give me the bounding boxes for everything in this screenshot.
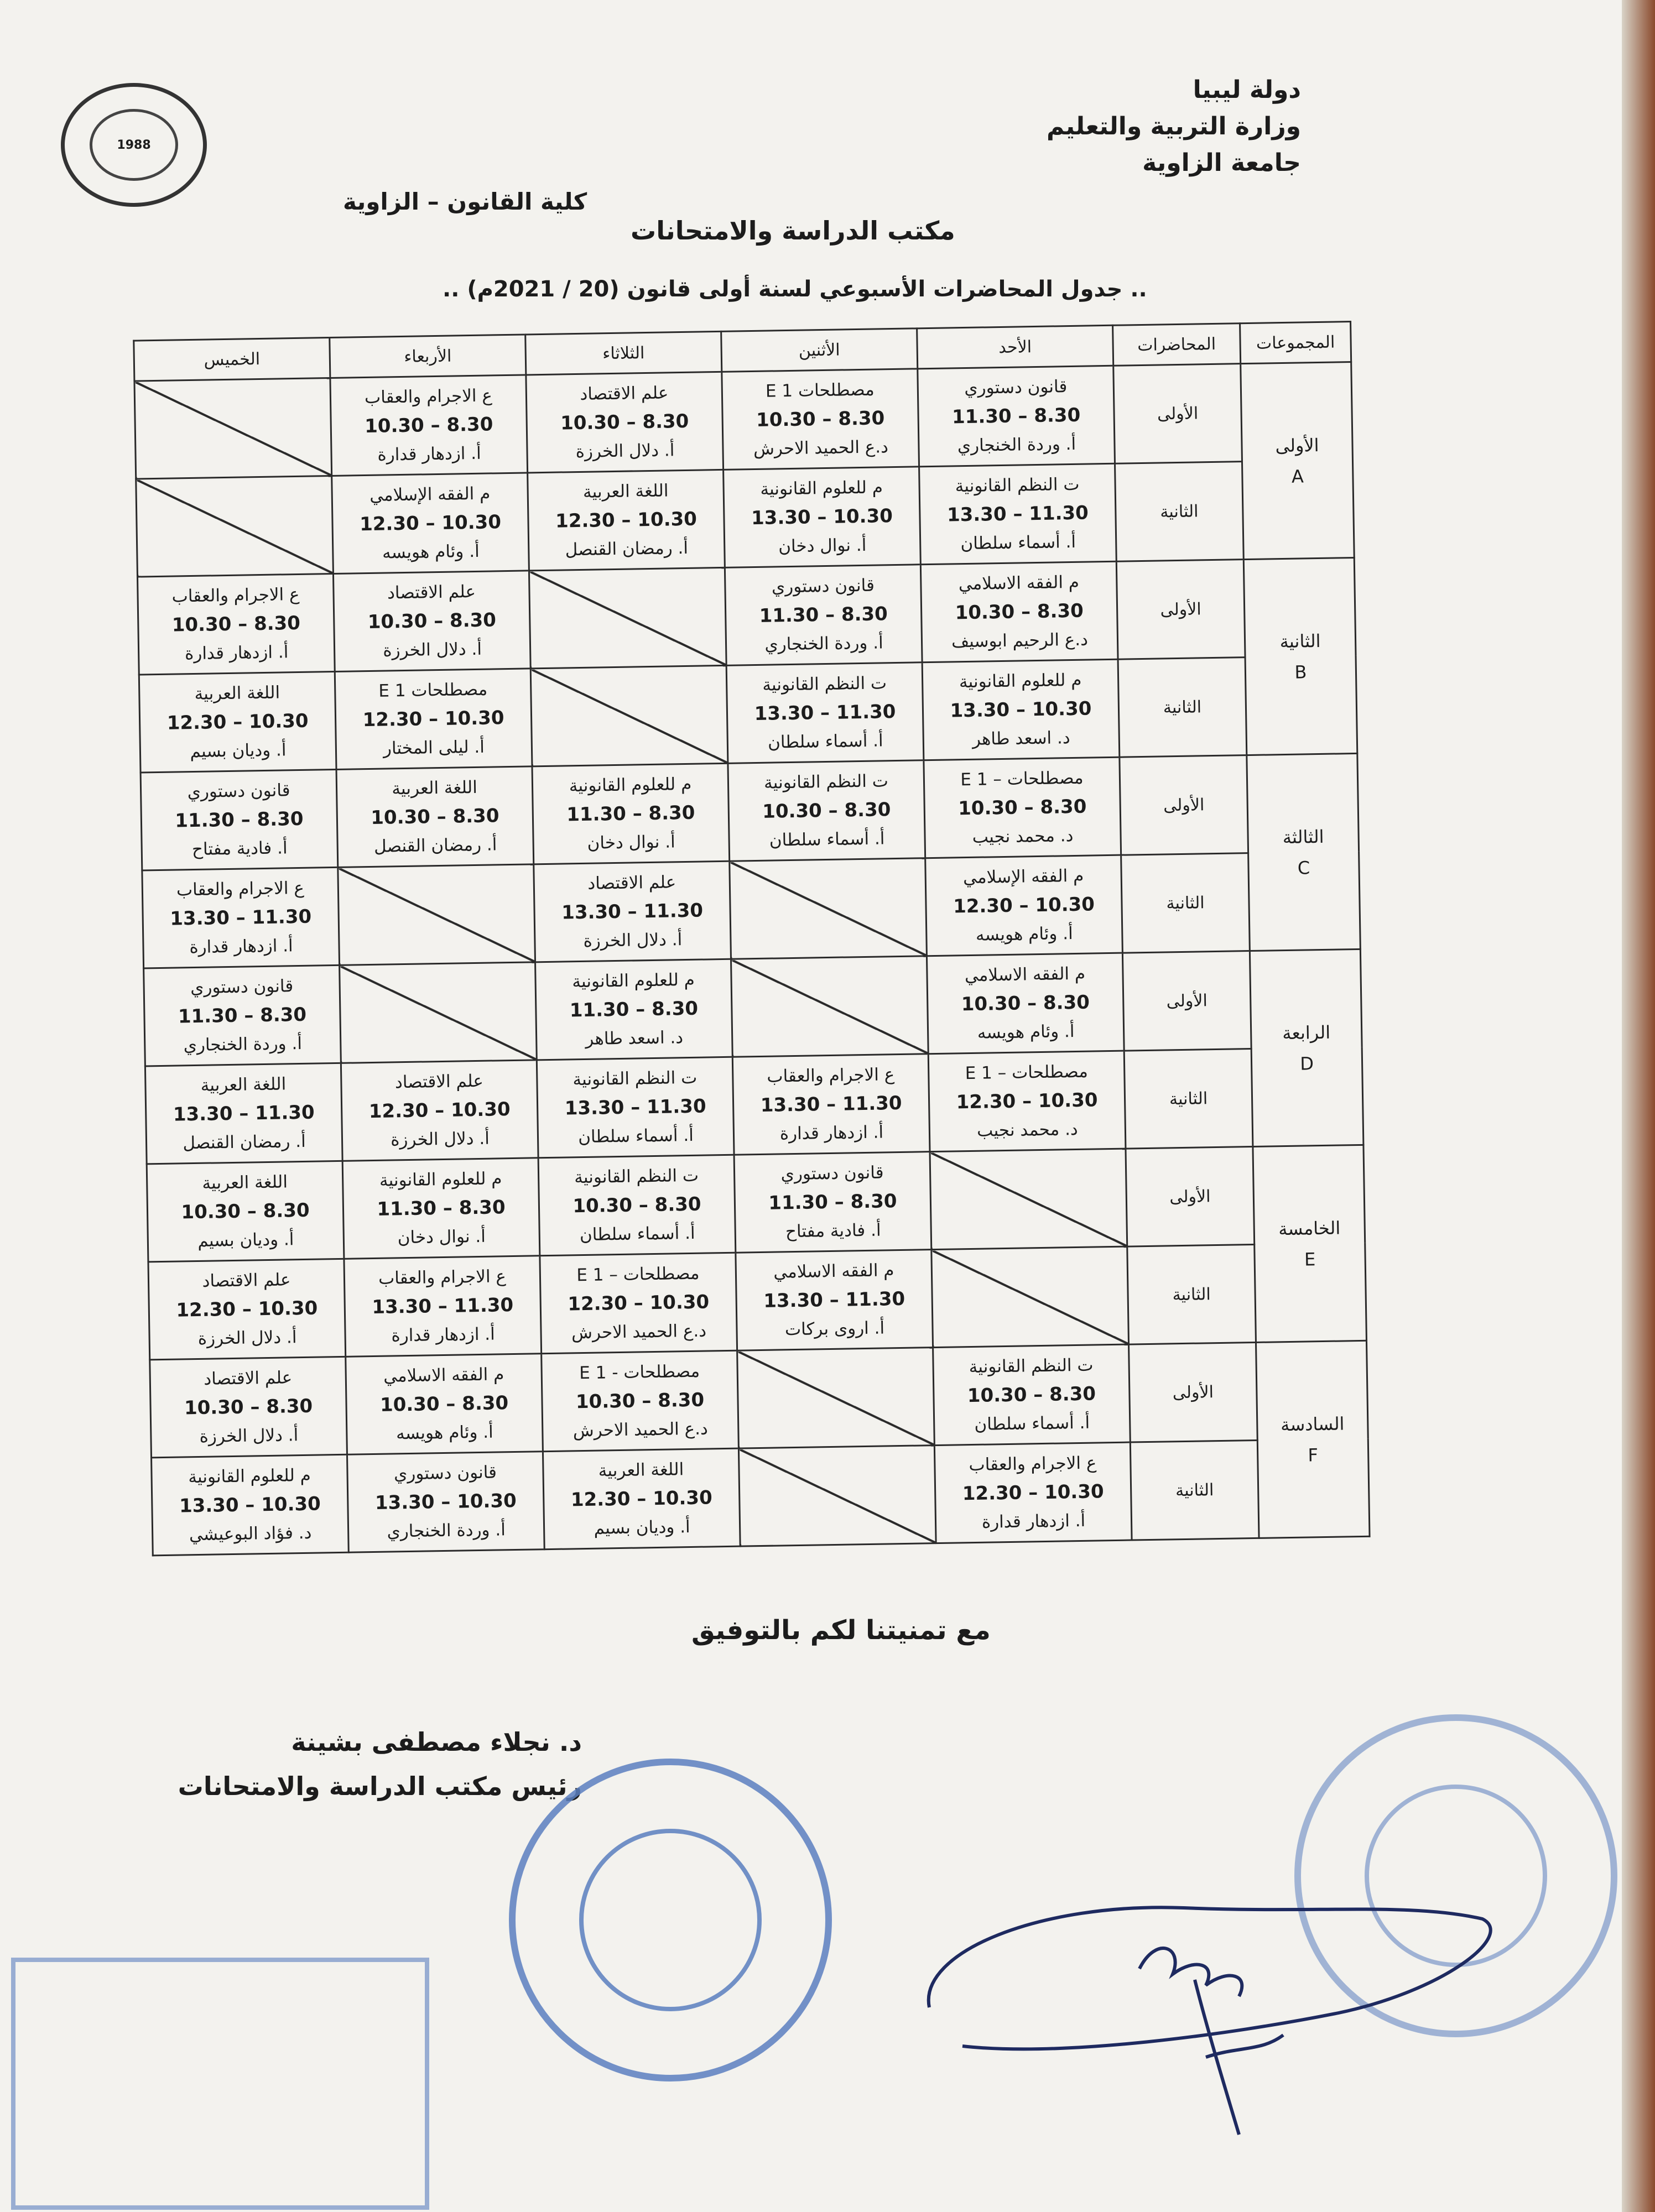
lecture-instructor: أ. دلال الخرزة <box>199 1425 299 1447</box>
subgroup-label: الأولى <box>1113 364 1242 464</box>
empty-slot <box>931 1246 1129 1348</box>
lecture-subject: م للعلوم القانونية <box>760 477 883 499</box>
signer-name: د. نجلاء مصطفى بشينة <box>291 1727 582 1757</box>
lecture-subject: اللغة العربية <box>582 481 669 502</box>
lecture-cell <box>138 573 335 675</box>
lecture-subject: ت النظم القانونية <box>955 474 1080 497</box>
lecture-cell <box>933 1344 1131 1446</box>
subgroup-label: الثانية <box>1124 1049 1253 1149</box>
subgroup-label: الثانية <box>1127 1244 1256 1344</box>
empty-slot <box>338 864 535 966</box>
state-name: دولة ليبيا <box>1193 76 1301 104</box>
lecture-subject: ع الاجرام والعقاب <box>176 878 305 900</box>
lecture-time: 8.30 – 10.30 <box>371 805 499 829</box>
lecture-subject: علم الاقتصاد <box>394 1071 484 1093</box>
lecture-instructor: أ. رمضان القنصل <box>373 834 497 857</box>
lecture-instructor: أ. فادية مفتاح <box>785 1220 881 1242</box>
lecture-cell <box>526 372 724 473</box>
empty-slot <box>529 567 726 669</box>
table-row <box>152 1438 1370 1556</box>
lecture-instructor: أ. نوال دخان <box>587 832 675 853</box>
lecture-subject: م للعلوم القانونية <box>379 1168 502 1191</box>
lecture-instructor: أ. وئام هويسه <box>382 541 480 563</box>
lecture-subject: م الفقه الإسلامي <box>962 865 1084 888</box>
lecture-subject: مصطلحات - E 1 <box>579 1361 700 1384</box>
lecture-cell <box>139 671 336 773</box>
lecture-subject: ع الاجرام والعقاب <box>767 1065 895 1087</box>
day-header: الأحد <box>917 325 1113 369</box>
lecture-time: 10.30 – 12.30 <box>962 1480 1104 1505</box>
logo-emblem <box>90 109 178 181</box>
lecture-cell <box>150 1357 347 1458</box>
faculty-name: كلية القانون – الزاوية <box>343 188 587 215</box>
lecture-cell <box>538 1155 736 1256</box>
lecture-instructor: أ. رمضان القنصل <box>565 538 689 560</box>
empty-slot <box>737 1348 935 1449</box>
lecture-subject: اللغة العربية <box>598 1459 684 1481</box>
lecture-instructor: د. فؤاد البوعيشي <box>189 1522 312 1545</box>
lecture-subject: ت النظم القانونية <box>573 1067 698 1090</box>
lecture-cell <box>148 1259 346 1360</box>
stamp-emblem <box>579 1829 762 2011</box>
schedule-table <box>133 321 1370 1556</box>
table-title: .. جدول المحاضرات الأسبوعي لسنة أولى قانون (20 / 2021م) .. <box>443 276 1147 302</box>
lecture-instructor: أ. أسماء سلطان <box>769 828 885 851</box>
subgroup-label: الأولى <box>1120 755 1248 855</box>
lecture-subject: قانون دستوري <box>187 780 290 802</box>
dean-stamp <box>509 1759 832 2081</box>
lecture-instructor: أ. ازدهار قدارة <box>981 1510 1086 1532</box>
lecture-time: 10.30 – 12.30 <box>568 1291 710 1316</box>
signature-block <box>178 1720 582 1808</box>
lecture-subject: مصطلحات E 1 <box>378 679 488 701</box>
lecture-instructor: أ. فادية مفتاح <box>191 838 288 860</box>
ministry-name: وزارة التربية والتعليم <box>1047 112 1301 140</box>
lecture-instructor: أ. رمضان القنصل <box>183 1131 306 1154</box>
lecture-subject: قانون دستوري <box>964 377 1068 399</box>
lecture-instructor: أ. أسماء سلطان <box>767 731 883 753</box>
lecture-time: 8.30 – 10.30 <box>967 1383 1096 1407</box>
lecture-cell <box>934 1442 1132 1543</box>
lecture-time: 11.30 – 13.30 <box>564 1095 706 1120</box>
lecture-subject: م الفقه الإسلامي <box>369 483 491 505</box>
lecture-instructor: أ. وئام هويسه <box>977 1021 1075 1043</box>
table-row <box>134 362 1353 479</box>
lecture-subject: م للعلوم القانونية <box>572 969 695 992</box>
lecture-cell <box>528 469 725 571</box>
lecture-subject: م الفقه الاسلامي <box>383 1364 504 1386</box>
lecture-time: 11.30 – 13.30 <box>372 1294 514 1319</box>
subgroup-label: الأولى <box>1122 951 1251 1051</box>
lecture-cell <box>344 1256 542 1357</box>
lecture-time: 10.30 – 12.30 <box>176 1297 318 1322</box>
lecture-time: 11.30 – 13.30 <box>170 905 312 930</box>
lecture-cell <box>532 763 730 864</box>
lecture-subject: علم الاقتصاد <box>580 383 669 404</box>
lecture-instructor: أ. دلال الخرزة <box>390 1128 490 1150</box>
lecture-cell <box>542 1350 739 1452</box>
lecture-cell <box>918 366 1115 467</box>
table-row <box>140 753 1359 870</box>
day-header: الأربعاء <box>330 335 526 378</box>
lecture-instructor: أ. دلال الخرزة <box>197 1327 297 1349</box>
lecture-subject: علم الاقتصاد <box>202 1270 291 1291</box>
lecture-instructor: أ. وديان بسيم <box>594 1517 690 1538</box>
lecture-instructor: أ. دلال الخرزة <box>583 930 683 951</box>
subgroup-label: الثانية <box>1130 1440 1259 1540</box>
lecture-subject: علم الاقتصاد <box>587 872 676 894</box>
lecture-subject: ت النظم القانونية <box>763 771 889 793</box>
signer-title: رئيس مكتب الدراسة والامتحانات <box>178 1771 582 1801</box>
lecture-instructor: أ. وردة الخنجاري <box>183 1033 303 1056</box>
lecture-instructor: د. محمد نجيب <box>976 1119 1078 1141</box>
empty-slot <box>730 858 927 959</box>
lecture-subject: م للعلوم القانونية <box>569 774 692 796</box>
lecture-instructor: أ. نوال دخان <box>397 1226 486 1248</box>
lecture-cell <box>540 1253 737 1354</box>
lecture-subject: مصطلحات – E 1 <box>965 1061 1089 1084</box>
lecture-time: 11.30 – 13.30 <box>173 1101 315 1126</box>
group-name: الثانية <box>1279 630 1321 652</box>
lecture-time: 10.30 – 12.30 <box>956 1089 1098 1114</box>
lecture-subject: م للعلوم القانونية <box>188 1465 311 1488</box>
lecture-instructor: أ. اروى بركات <box>784 1318 885 1340</box>
lecture-time: 8.30 – 11.30 <box>759 603 888 627</box>
lecture-time: 8.30 – 10.30 <box>560 410 689 435</box>
lecture-time: 8.30 – 11.30 <box>768 1190 897 1214</box>
table-row <box>147 1145 1365 1262</box>
lecture-cell <box>726 662 924 764</box>
lecture-time: 11.30 – 13.30 <box>763 1287 905 1312</box>
lecture-time: 10.30 – 12.30 <box>359 511 502 536</box>
lecture-time: 10.30 – 12.30 <box>570 1486 712 1511</box>
lecture-time: 10.30 – 13.30 <box>374 1489 517 1514</box>
lecture-time: 10.30 – 12.30 <box>953 893 1095 918</box>
lecture-instructor: أ. وئام هويسه <box>395 1422 494 1444</box>
lecture-cell <box>728 760 925 862</box>
lecture-instructor: أ. أسماء سلطان <box>974 1412 1090 1434</box>
lecture-instructor: د.ع الحميد الاحرش <box>753 437 889 460</box>
lecture-time: 11.30 – 13.30 <box>946 502 1089 526</box>
lecture-cell <box>145 1063 342 1164</box>
lecture-subject: ت النظم القانونية <box>969 1355 1094 1378</box>
empty-slot <box>731 956 928 1057</box>
lecture-cell <box>332 473 529 574</box>
group-name: الثالثة <box>1282 826 1324 848</box>
lecture-subject: قانون دستوري <box>190 976 294 998</box>
lecture-time: 10.30 – 13.30 <box>950 697 1092 722</box>
university-name: جامعة الزاوية <box>1142 149 1301 177</box>
lecture-time: 8.30 – 10.30 <box>957 795 1087 820</box>
lecture-subject: ت النظم القانونية <box>762 673 887 695</box>
lecture-subject: اللغة العربية <box>392 777 478 799</box>
empty-slot <box>738 1446 936 1547</box>
group-letter: D <box>1299 1052 1314 1074</box>
group-cell <box>1253 1145 1367 1342</box>
lecture-instructor: أ. دلال الخرزة <box>383 639 482 661</box>
lecture-time: 11.30 – 13.30 <box>754 701 896 726</box>
lecture-cell <box>341 1060 538 1161</box>
lecture-cell <box>732 1054 930 1155</box>
lecture-cell <box>924 757 1121 858</box>
lecture-instructor: د.ع الرحيم ابوسيف <box>951 629 1089 652</box>
lecture-time: 11.30 – 13.30 <box>561 899 704 924</box>
lecture-subject: قانون دستوري <box>780 1162 884 1185</box>
lecture-time: 11.30 – 13.30 <box>760 1092 902 1117</box>
group-letter: E <box>1304 1248 1316 1270</box>
lecture-time: 8.30 – 11.30 <box>178 1003 307 1028</box>
lecture-cell <box>335 669 532 770</box>
lecture-cell <box>922 659 1120 760</box>
lecture-subject: م الفقه الاسلامي <box>773 1260 894 1282</box>
lectures-header: المحاضرات <box>1113 324 1241 366</box>
lecture-cell <box>928 1051 1126 1152</box>
lecture-cell <box>140 769 338 870</box>
subgroup-label: الثانية <box>1121 853 1250 953</box>
lecture-cell <box>925 855 1123 956</box>
subgroup-label: الثانية <box>1115 462 1244 562</box>
office-name: مكتب الدراسة والامتحانات <box>631 216 955 246</box>
lecture-cell <box>543 1448 740 1550</box>
table-row <box>145 1047 1363 1164</box>
lecture-instructor: أ. وديان بسيم <box>190 740 287 762</box>
empty-slot <box>340 962 537 1063</box>
lecture-cell <box>342 1158 540 1259</box>
lecture-instructor: أ. وديان بسيم <box>197 1229 294 1251</box>
table-row <box>139 655 1357 773</box>
university-stamp <box>11 1958 429 2210</box>
lecture-subject: م للعلوم القانونية <box>959 670 1082 692</box>
group-name: الأولى <box>1275 434 1319 456</box>
group-cell <box>1256 1340 1370 1538</box>
table-row <box>148 1243 1367 1360</box>
group-name: الخامسة <box>1278 1217 1341 1239</box>
lecture-time: 8.30 – 10.30 <box>573 1193 701 1218</box>
table-row <box>142 851 1361 968</box>
lecture-instructor: أ. ازدهار قدارة <box>189 936 293 958</box>
lecture-instructor: أ. أسماء سلطان <box>577 1125 694 1147</box>
lecture-time: 10.30 – 12.30 <box>362 707 504 732</box>
lecture-subject: اللغة العربية <box>194 682 280 704</box>
lecture-cell <box>725 565 922 666</box>
lecture-subject: ع الاجرام والعقاب <box>969 1453 1097 1475</box>
empty-slot <box>530 665 728 766</box>
lecture-time: 8.30 – 10.30 <box>756 407 885 431</box>
lecture-cell <box>920 561 1118 662</box>
lecture-subject: ع الاجرام والعقاب <box>171 584 300 607</box>
group-cell <box>1250 949 1363 1146</box>
group-name: السادسة <box>1280 1412 1345 1435</box>
lecture-instructor: د. اسعد طاهر <box>972 728 1070 749</box>
lecture-instructor: أ. أسماء سلطان <box>960 531 1076 554</box>
lecture-time: 8.30 – 11.30 <box>951 404 1081 429</box>
empty-slot <box>930 1149 1127 1250</box>
lecture-time: 10.30 – 12.30 <box>368 1098 511 1123</box>
group-letter: C <box>1297 857 1310 879</box>
lecture-time: 8.30 – 10.30 <box>184 1395 313 1420</box>
lecture-time: 10.30 – 13.30 <box>751 505 893 530</box>
lecture-cell <box>346 1354 543 1455</box>
lecture-cell <box>152 1454 349 1556</box>
group-cell <box>1241 362 1355 560</box>
lecture-cell <box>144 965 341 1066</box>
lecture-time: 8.30 – 10.30 <box>762 799 891 823</box>
lecture-cell <box>330 375 528 476</box>
university-logo <box>61 83 207 207</box>
lecture-cell <box>534 861 731 962</box>
lecture-instructor: أ. ازدهار قدارة <box>377 443 481 465</box>
handwritten-signature <box>896 1825 1505 2157</box>
lecture-subject: مصطلحات – E 1 <box>960 768 1084 790</box>
lecture-instructor: أ. وئام هويسه <box>975 924 1073 945</box>
paper-edge <box>1622 0 1655 2212</box>
lecture-subject: م الفقه الاسلامي <box>958 572 1080 594</box>
group-cell <box>1247 753 1361 951</box>
lecture-subject: مصطلحات E 1 <box>765 379 875 401</box>
lecture-subject: اللغة العربية <box>200 1074 287 1095</box>
lecture-cell <box>919 463 1117 565</box>
subgroup-label: الثانية <box>1118 658 1247 758</box>
lecture-subject: مصطلحات – E 1 <box>576 1263 700 1286</box>
lecture-cell <box>347 1452 544 1553</box>
lecture-time: 10.30 – 12.30 <box>166 709 309 734</box>
lecture-cell <box>724 467 921 568</box>
lecture-instructor: أ. ازدهار قدارة <box>779 1122 884 1144</box>
lecture-cell <box>927 953 1124 1054</box>
lecture-cell <box>734 1152 931 1253</box>
lecture-instructor: أ. ليلى المختار <box>383 737 485 759</box>
subgroup-label: الأولى <box>1116 560 1245 660</box>
group-letter: F <box>1308 1444 1319 1465</box>
lecture-subject: علم الاقتصاد <box>204 1368 293 1389</box>
lecture-instructor: أ. وردة الخنجاري <box>387 1520 506 1542</box>
lecture-instructor: أ. دلال الخرزة <box>575 440 675 462</box>
closing-wish: مع تمنيتنا لكم بالتوفيق <box>691 1615 991 1646</box>
lecture-subject: ت النظم القانونية <box>574 1165 699 1188</box>
lecture-instructor: أ. أسماء سلطان <box>579 1223 695 1245</box>
lecture-time: 8.30 – 10.30 <box>961 991 1090 1016</box>
group-name: الرابعة <box>1282 1021 1331 1044</box>
lecture-subject: قانون دستوري <box>771 575 875 597</box>
lecture-subject: م الفقه الاسلامي <box>964 963 1086 986</box>
groups-header: المجموعات <box>1240 322 1351 364</box>
schedule-body <box>134 362 1370 1556</box>
lecture-instructor: د.ع الحميد الاحرش <box>573 1418 709 1441</box>
empty-slot <box>134 378 332 479</box>
lecture-instructor: أ. ازدهار قدارة <box>391 1324 496 1346</box>
day-header: الثلاثاء <box>525 331 722 375</box>
lecture-cell <box>336 766 534 868</box>
lecture-time: 8.30 – 10.30 <box>367 609 497 633</box>
lecture-instructor: د. محمد نجيب <box>972 826 1074 847</box>
lecture-time: 8.30 – 10.30 <box>379 1392 509 1416</box>
lecture-cell <box>736 1250 933 1351</box>
lecture-instructor: د.ع الحميد الاحرش <box>571 1321 707 1343</box>
table-row <box>138 557 1356 675</box>
lecture-time: 8.30 – 11.30 <box>569 997 699 1022</box>
subgroup-label: الأولى <box>1126 1146 1255 1246</box>
table-row <box>136 460 1355 577</box>
day-header: الأثنين <box>721 328 918 372</box>
lecture-time: 8.30 – 11.30 <box>175 807 304 832</box>
lecture-time: 8.30 – 10.30 <box>181 1199 310 1224</box>
lecture-subject: قانون دستوري <box>393 1462 497 1484</box>
lecture-cell <box>142 867 340 968</box>
lecture-subject: علم الاقتصاد <box>387 581 476 603</box>
group-cell <box>1243 557 1357 755</box>
lecture-time: 8.30 – 11.30 <box>566 801 695 826</box>
lecture-instructor: أ. نوال دخان <box>778 535 867 557</box>
lecture-instructor: أ. ازدهار قدارة <box>184 642 289 664</box>
lecture-cell <box>333 571 530 672</box>
lecture-instructor: د. اسعد طاهر <box>585 1027 684 1049</box>
group-letter: B <box>1294 661 1307 683</box>
letterhead <box>1047 72 1301 181</box>
lecture-cell <box>147 1161 344 1262</box>
table-row <box>144 949 1362 1066</box>
lecture-time: 8.30 – 10.30 <box>364 413 493 438</box>
lecture-cell <box>537 1057 734 1158</box>
subgroup-label: الأولى <box>1129 1342 1258 1442</box>
lecture-time: 8.30 – 10.30 <box>575 1389 705 1413</box>
lecture-subject: ع الاجرام والعقاب <box>378 1266 507 1288</box>
empty-slot <box>136 476 334 577</box>
lecture-time: 10.30 – 13.30 <box>179 1493 321 1517</box>
table-row <box>150 1340 1368 1458</box>
lecture-instructor: أ. وردة الخنجاري <box>764 633 883 655</box>
lecture-time: 8.30 – 10.30 <box>955 599 1084 624</box>
lecture-subject: ع الاجرام والعقاب <box>364 385 493 408</box>
logo-year: 1988 <box>117 138 151 152</box>
lecture-time: 8.30 – 11.30 <box>377 1196 506 1220</box>
lecture-instructor: أ. وردة الخنجاري <box>957 434 1076 456</box>
lecture-cell <box>722 369 919 470</box>
lecture-cell <box>535 959 733 1060</box>
lecture-subject: اللغة العربية <box>202 1172 288 1193</box>
lecture-time: 8.30 – 10.30 <box>171 612 301 637</box>
lecture-time: 10.30 – 12.30 <box>555 508 698 533</box>
day-header: الخميس <box>134 338 330 382</box>
group-letter: A <box>1291 465 1304 487</box>
